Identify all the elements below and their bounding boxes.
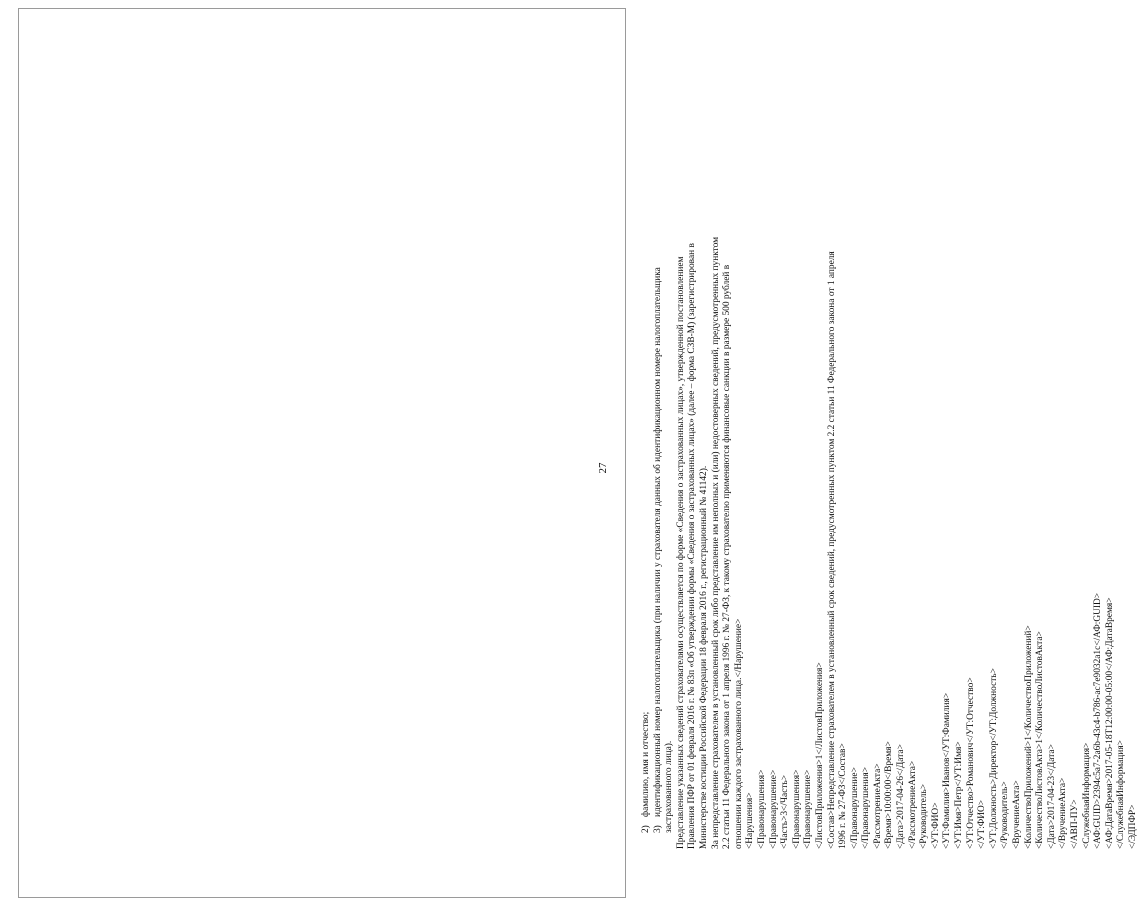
xml-line: <УТ:Отчество>Романович</УТ:Отчество> — [965, 677, 976, 849]
xml-line: </АВП-ПУ> — [1069, 799, 1080, 849]
xml-line: </ВручениеАкта> — [1058, 777, 1069, 849]
xml-line: <УТ:ФИО> — [930, 802, 941, 849]
paragraph-line: За непредставление страхователем в установленный срок либо представление им неполных и (или) недостоверных сведений, предусмотренных пунктом — [710, 236, 721, 849]
xml-line: <Правонарушения> — [756, 769, 767, 849]
rotated-content — [597, 79, 1138, 857]
xml-line: <КоличествоПриложений>1</КоличествоПриложений> — [1023, 625, 1034, 849]
xml-line: 1996 г. № 27-ФЗ</Состав> — [838, 743, 849, 849]
xml-line: <УТ:Должность>Директор</УТ:Должность> — [988, 668, 999, 849]
xml-line: <ЛистовПриложения>1</ЛистовПриложения> — [814, 662, 825, 849]
xml-line: <СлужебнаяИнформация> — [1081, 742, 1092, 849]
xml-line: <АФ:GUID>2394c5a7-2a6b-43c4-b786-ac7e9032a1c</АФ:GUID> — [1093, 592, 1104, 849]
paragraph-line: отношении каждого застрахованного лица.</Нарушение> — [733, 618, 744, 849]
xml-listing — [745, 79, 1139, 849]
xml-line: <Руководитель> — [919, 783, 930, 849]
xml-line: <АФ:ДатаВремя>2017-05-18T12:00:00-05:00</АФ:ДатаВремя> — [1104, 597, 1115, 849]
xml-line: <Правонарушение> — [803, 769, 814, 849]
xml-line: <КоличествоЛистовАкта>1</КоличествоЛистовАкта> — [1035, 631, 1046, 849]
scanned-page — [18, 8, 1138, 898]
xml-line: <РассмотрениеАкта> — [872, 763, 883, 849]
xml-line: <Правонарушение> — [768, 769, 779, 849]
list-item — [641, 79, 653, 849]
xml-line: </Руководитель> — [1000, 781, 1011, 849]
xml-line: <Дата>2017-04-23</Дата> — [1046, 744, 1057, 849]
xml-line: <ВручениеАкта> — [1012, 780, 1022, 849]
xml-line: <Правонарушения> — [791, 769, 802, 849]
xml-line: </Правонарушения> — [861, 766, 872, 849]
page-number: 27 — [597, 462, 609, 474]
xml-line: <Состав>Непредставление страхователем в установленный срок сведений, предусмотренных пунктом 2.2 статьи 11 Федерального закона от 1 апреля — [826, 251, 837, 849]
xml-line: <Часть>3</Часть> — [780, 774, 791, 849]
list-item — [653, 79, 665, 849]
xml-line: <Нарушения> — [745, 792, 756, 849]
paragraph-line: Министерстве юстиции Российской Федерации 18 февраля 2016 г., регистрационный № 41142). — [698, 465, 709, 849]
xml-line: </УТ:ФИО> — [977, 799, 988, 849]
list-item-continuation: застрахованного лица). — [664, 740, 675, 833]
list-item-number: 3) — [652, 825, 663, 833]
list-item-number: 2) — [641, 825, 651, 833]
list-item-text: фамилию, имя и отчество; — [641, 711, 651, 817]
document-body — [641, 79, 1140, 849]
xml-line: </СлужебнаяИнформация> — [1116, 740, 1127, 849]
paragraph — [676, 79, 746, 849]
list-item-text: идентификационный номер налогоплательщика (при наличии у страхователя данных об идентификационном номере налогоплательщика — [652, 267, 663, 817]
paragraph-line: 2.2 статьи 11 Федерального закона от 1 апреля 1996 г. № 27-ФЗ, к такому страхователю применяются финансовые санкции в размере 500 рублей в — [722, 264, 733, 849]
xml-line: <Дата>2017-04-26</Дата> — [896, 744, 907, 849]
paragraph-line: Правления ПФР от 01 февраля 2016 г. № 83п «Об утверждении формы «Сведения о застрахованных лицах» (далее – форма СЗВ-М) (зарегистрирован в — [687, 243, 698, 849]
paragraph-line: Представление указанных сведений страхователями осуществляется по форме «Сведения о застрахованных лицах», утвержденной постановлением — [675, 256, 686, 849]
xml-line: </РассмотрениеАкта> — [907, 760, 918, 849]
xml-line: <УТ:Фамилия>Иванов</УТ:Фамилия> — [942, 692, 953, 849]
xml-line: <УТ:Имя>Петр</УТ:Имя> — [954, 741, 965, 849]
xml-line: <Время>10:00:00</Время> — [884, 741, 895, 849]
xml-line: </Правонарушение> — [849, 767, 860, 849]
xml-line: </ЭДПФР> — [1127, 804, 1138, 849]
